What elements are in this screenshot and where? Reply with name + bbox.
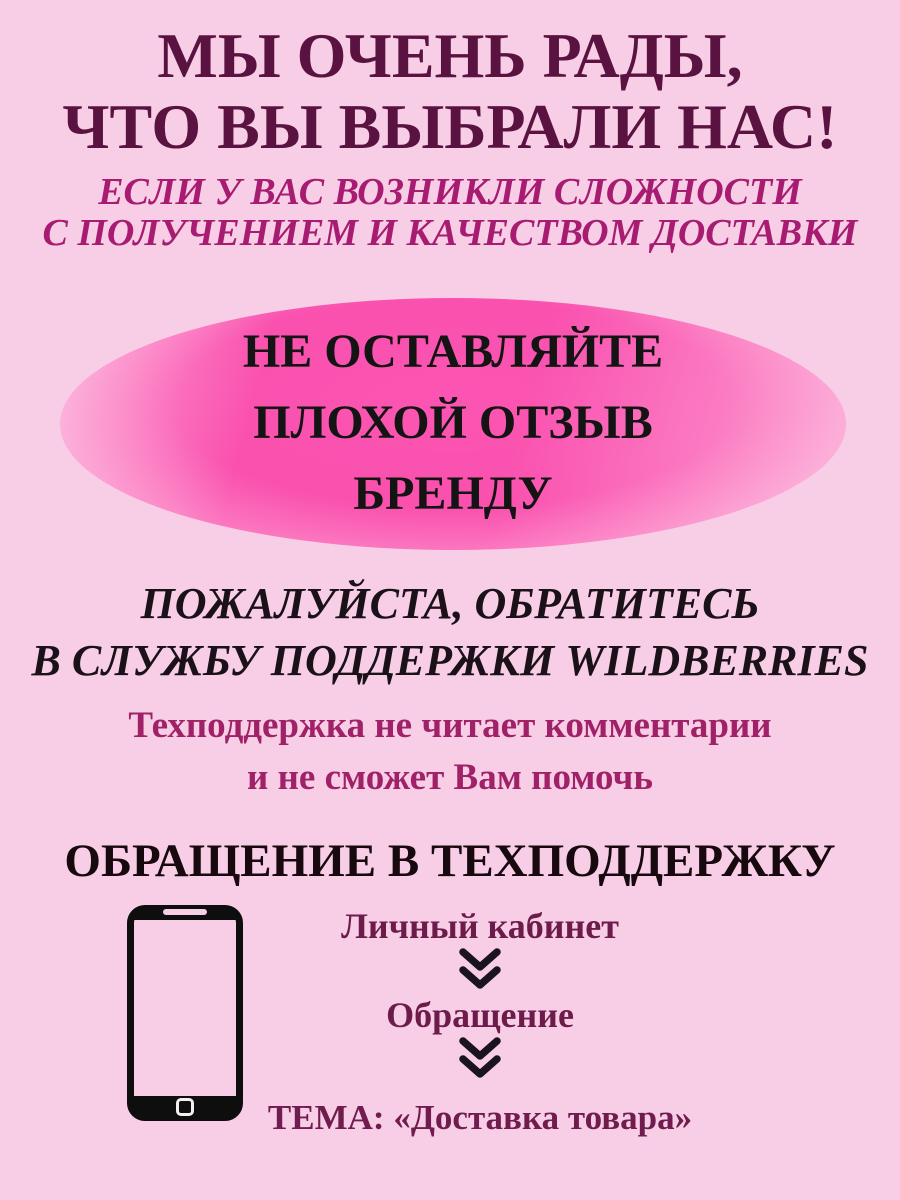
support-note-line1: Техподдержка не читает комментарии: [128, 705, 772, 746]
no-bad-review-badge: [60, 298, 846, 550]
please-contact-text: [0, 575, 900, 689]
support-note-line2: и не сможет Вам помочь: [247, 757, 653, 798]
step-personal-account: Личный кабинет: [341, 906, 619, 946]
please-line1: ПОЖАЛУЙСТА, ОБРАТИТЕСЬ: [140, 579, 760, 628]
step-appeal: Обращение: [386, 995, 574, 1035]
step-topic-delivery: ТЕМА: «Доставка товара»: [267, 1098, 693, 1137]
double-chevron-down-icon: [456, 1036, 504, 1083]
section-heading-text: ОБРАЩЕНИЕ В ТЕХПОДДЕРЖКУ: [64, 835, 836, 887]
section-heading: [0, 832, 900, 890]
subtitle: [0, 172, 900, 254]
double-chevron-down-icon: [456, 947, 504, 994]
support-steps: [245, 905, 715, 1137]
main-title-line1: МЫ ОЧЕНЬ РАДЫ,: [157, 20, 743, 91]
subtitle-line1: ЕСЛИ У ВАС ВОЗНИКЛИ СЛОЖНОСТИ: [98, 171, 802, 213]
main-title-line2: ЧТО ВЫ ВЫБРАЛИ НАС!: [62, 91, 838, 162]
support-note: [0, 700, 900, 804]
smartphone-icon: [127, 905, 243, 1121]
please-line2: В СЛУЖБУ ПОДДЕРЖКИ WILDBERRIES: [31, 636, 869, 685]
smartphone-home-button: [176, 1098, 194, 1116]
badge-line1: НЕ ОСТАВЛЯЙТЕ: [242, 325, 664, 378]
subtitle-line2: С ПОЛУЧЕНИЕМ И КАЧЕСТВОМ ДОСТАВКИ: [42, 212, 858, 254]
smartphone-speaker-slot: [163, 909, 207, 915]
badge-line2: ПЛОХОЙ ОТЗЫВ: [253, 396, 653, 449]
badge-line3: БРЕНДУ: [353, 467, 553, 520]
main-title: [0, 20, 900, 162]
